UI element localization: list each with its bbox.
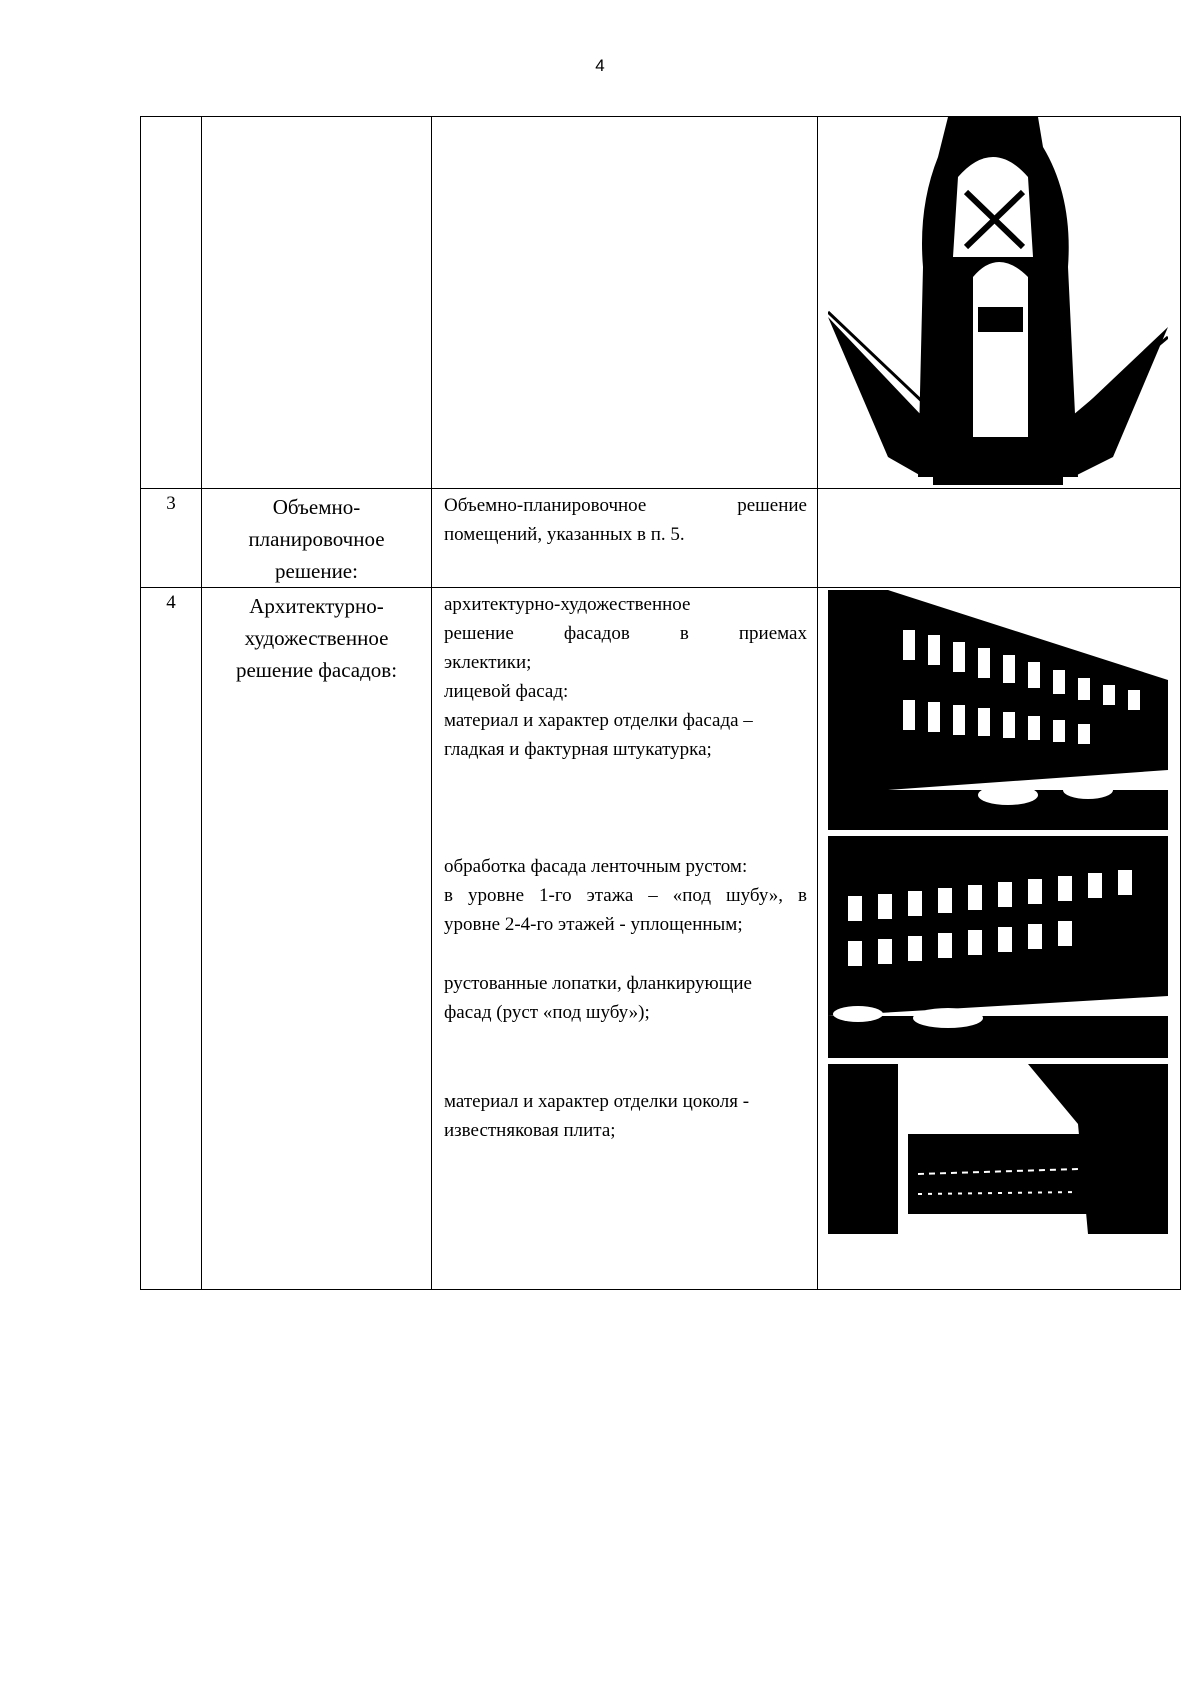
arch-passage-photo	[828, 117, 1168, 485]
row-photo-cell	[818, 117, 1181, 489]
description-line: рустованные лопатки, фланкирующие	[444, 973, 752, 994]
description-line: лицевой фасад:	[444, 681, 569, 702]
description-line: материал и характер отделки цоколя -	[444, 1091, 750, 1112]
row-description-cell	[432, 117, 818, 489]
description-line: известняковая плита;	[444, 1120, 616, 1141]
description-table	[140, 116, 1181, 1290]
description-line: материал и характер отделки фасада –	[444, 710, 753, 731]
plinth-photo	[828, 1064, 1168, 1234]
row-name-line: решение:	[275, 559, 358, 583]
row-description	[432, 489, 818, 588]
row-name-line: решение фасадов:	[235, 658, 398, 682]
row-name-line: Архитектурно-	[249, 594, 384, 618]
row-number: 3	[141, 489, 202, 588]
description-line: обработка фасада ленточным рустом:	[444, 856, 748, 877]
description-line: помещений, указанных в п. 5.	[444, 524, 685, 545]
description-line: уровне 2-4-го этажей - уплощенным;	[444, 914, 743, 935]
description-line: архитектурно-художественное	[444, 594, 691, 615]
row-number-cell	[141, 117, 202, 489]
description-line: фасад (руст «под шубу»);	[444, 1002, 650, 1023]
table-row	[141, 489, 1181, 588]
description-line: Объемно-планировочное решение	[444, 495, 807, 516]
facade-photo-1	[828, 590, 1168, 830]
row-name-line: художественное	[244, 626, 389, 650]
row-name	[202, 489, 432, 588]
row-photo-cell	[818, 588, 1181, 1290]
description-line: гладкая и фактурная штукатурка;	[444, 739, 712, 760]
row-description	[432, 588, 818, 1290]
row-name	[202, 588, 432, 1290]
row-name-cell	[202, 117, 432, 489]
row-number: 4	[141, 588, 202, 1290]
row-name-line: Объемно-	[272, 495, 361, 519]
description-line: решение фасадов в приемах	[444, 623, 807, 644]
row-name-line: планировочное	[248, 527, 385, 551]
facade-photo-2	[828, 836, 1168, 1058]
row-photo-cell	[818, 489, 1181, 588]
description-line: эклектики;	[444, 652, 532, 673]
table-row	[141, 117, 1181, 489]
page-number: 4	[595, 56, 605, 75]
table-row	[141, 588, 1181, 1290]
description-line: в уровне 1-го этажа – «под шубу», в	[444, 885, 807, 906]
